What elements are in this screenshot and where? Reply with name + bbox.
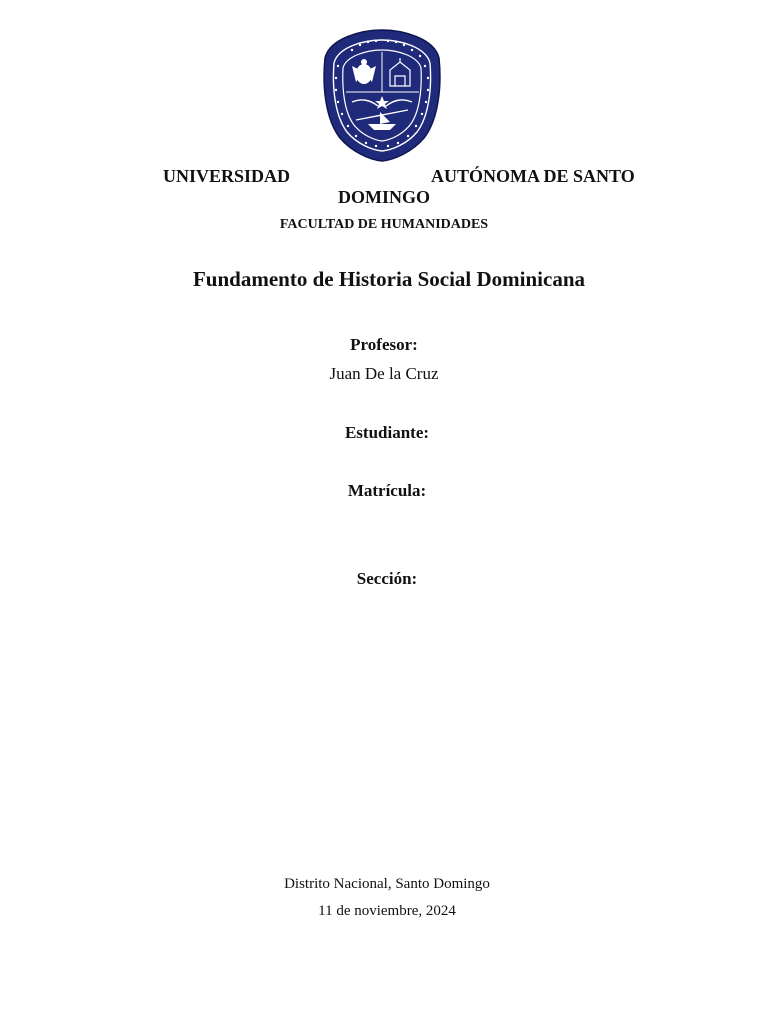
university-seal-icon [322,28,442,162]
student-label: Estudiante: [344,423,430,442]
location-text: Distrito Nacional, Santo Domingo [284,876,490,892]
course-title: Fundamento de Historia Social Dominicana [192,267,586,291]
faculty-name: FACULTAD DE HUMANIDADES [279,217,489,232]
professor-value: Juan De la Cruz [329,364,439,383]
university-name-part2: AUTÓNOMA DE SANTO [431,166,635,186]
university-name-line [0,166,768,188]
professor-label: Profesor: [350,335,418,354]
university-name-part3: DOMINGO [338,187,430,207]
id-label: Matrícula: [347,481,427,500]
section-label: Sección: [356,569,418,588]
university-name-part1: UNIVERSIDAD [163,166,291,186]
date-text: 11 de noviembre, 2024 [318,903,456,919]
